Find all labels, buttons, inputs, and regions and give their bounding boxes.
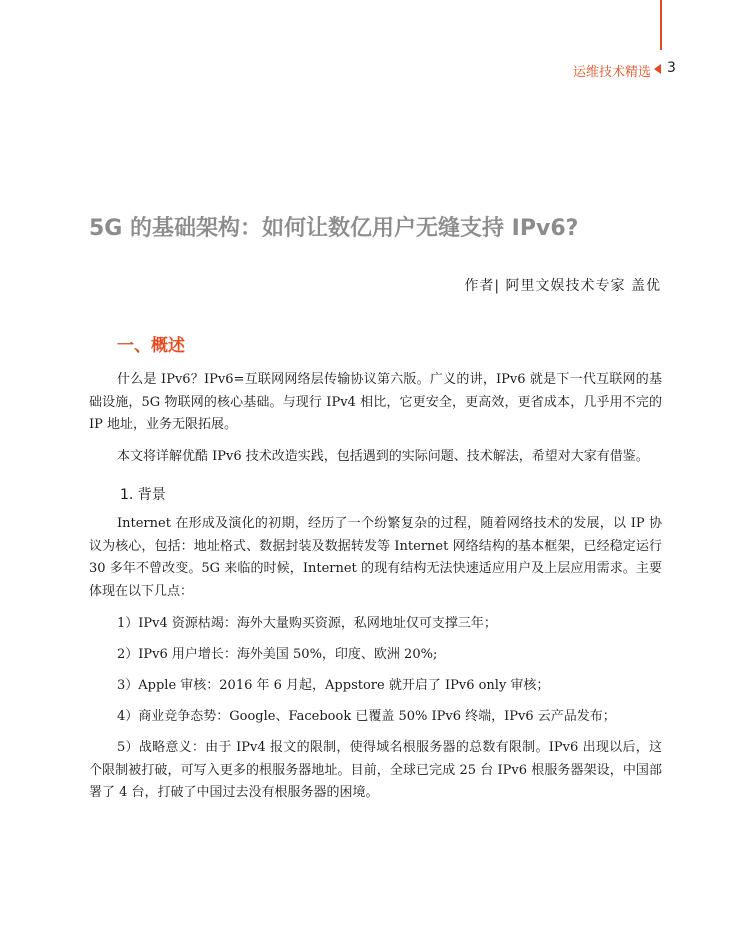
overview-paragraph-2: 本文将详解优酷 IPv6 技术改造实践，包括遇到的实际问题、技术解法，希望对大家有借鉴。 [117, 449, 649, 464]
section-heading-overview: 一、概述 [117, 336, 185, 356]
article-title: 5G 的基础架构：如何让数亿用户无缝支持 IPv6? [89, 216, 579, 241]
header-arrow-icon [654, 64, 661, 74]
subsection-heading-background: 1. 背景 [120, 487, 166, 503]
background-points-list [89, 613, 662, 813]
overview-paragraph-1: 什么是 IPv6？IPv6=互联网网络层传输协议第六版。广义的讲，IPv6 就是下一代互联网的基础设施，5G 物联网的核心基础。与现行 IPv4 相比，它更安全，更高效，更省成本，几乎用不完的 IP 地址，业务无限拓展。 [89, 372, 662, 432]
background-paragraph: Internet 在形成及演化的初期，经历了一个纷繁复杂的过程，随着网络技术的发展，以 IP 协议为核心，包括：地址格式、数据封装及数据转发等 Internet 网络结构的基本框架，已经稳定运行 30 多年不曾改变。5G 来临的时候，Internet 的现有结构无法快速适应用户及上层应用需求。主要体现在以下几点： [89, 516, 662, 599]
author-line: 作者| 阿里文娱技术专家 盖优 [464, 278, 661, 294]
list-item: 1）IPv4 资源枯竭：海外大量购买资源，私网地址仅可支撑三年； [117, 616, 497, 631]
header-accent-line [660, 0, 662, 50]
running-header-section: 运维技术精选 [572, 65, 651, 80]
list-item: 3）Apple 审核：2016 年 6 月起，Appstore 就开启了 IPv6 only 审核； [117, 678, 550, 693]
list-item: 5）战略意义：由于 IPv4 报文的限制，使得域名根服务器的总数有限制。IPv6 出现以后，这个限制被打破，可写入更多的根服务器地址。目前，全球已完成 25 台 IPv6 根服务器架设，中国部署了 4 台，打破了中国过去没有根服务器的困境。 [89, 740, 662, 800]
list-item: 2）IPv6 用户增长：海外美国 50%，印度、欧洲 20%; [117, 647, 438, 662]
list-item: 4）商业竞争态势：Google、Facebook 已覆盖 50% IPv6 终端，IPv6 云产品发布； [117, 709, 616, 724]
page-number: 3 [667, 60, 676, 76]
